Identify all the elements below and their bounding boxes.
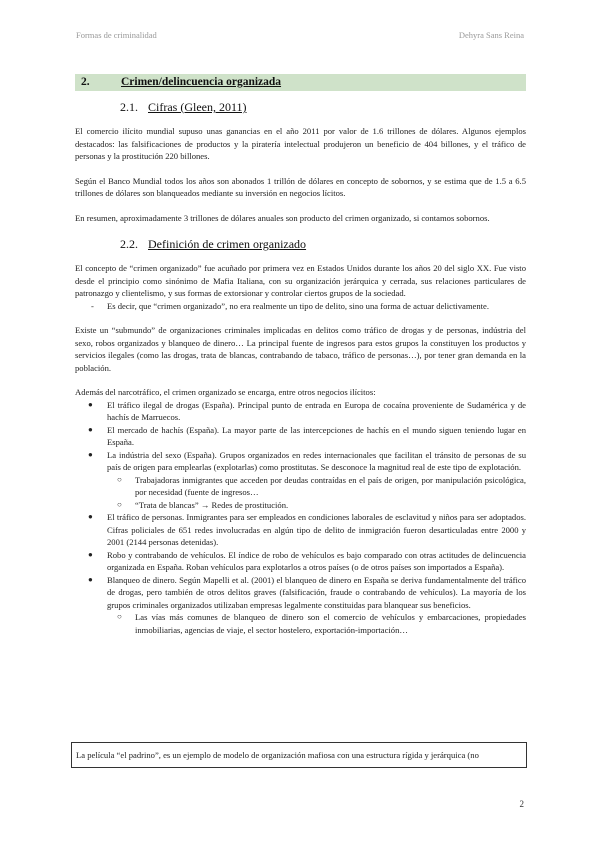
circle-marker: ○ bbox=[117, 612, 122, 621]
list-intro: Además del narcotráfico, el crimen organizado se encarga, entre otros negocios ilícitos: bbox=[75, 387, 376, 397]
paragraph: En resumen, aproximadamente 3 trillones de dólares anuales son producto del crimen organizado, si contamos sobornos. bbox=[75, 212, 490, 223]
bullet-marker: ● bbox=[88, 399, 93, 409]
header-subject: Formas de criminalidad bbox=[76, 30, 157, 40]
page-header bbox=[76, 30, 524, 44]
dash-marker: - bbox=[91, 300, 94, 311]
list-item bbox=[75, 449, 526, 512]
bullet-marker: ● bbox=[88, 512, 93, 521]
document-body bbox=[75, 62, 526, 636]
sub-list-item bbox=[107, 499, 526, 512]
list-item bbox=[75, 549, 526, 574]
dash-list-item bbox=[75, 300, 526, 313]
sub-list-item-text: Las vías más comunes de blanqueo de dinero son el comercio de vehículos y embarcaciones, propiedades inmobiliarias, agencias de viaje, el sector hostelero, exportación-importación… bbox=[135, 612, 526, 635]
paragraph: Existe un “submundo” de organizaciones criminales implicadas en delitos como tráfico de drogas y de personas, indústria del sexo, robos organizados y blanqueo de dinero… La principal fuente de ingresos para estos grupos la constituyen los productos y servicios ilegales (como las drogas, trata de blancas, contrabando de tabaco, tráfico de personas…), por tener gran demanda en la población. bbox=[75, 325, 526, 373]
sub-list-item-text: Trabajadoras inmigrantes que acceden por deudas contraídas en el país de origen, por manipulación psicológica, por necesidad (fuente de ingresos… bbox=[135, 474, 526, 497]
section-number: 2. bbox=[81, 76, 90, 88]
list-item-text: El tráfico de personas. Inmigrantes para ser empleados en condiciones laborales de esclavitud y niños para ser adoptados. Cifras policiales de 651 redes involucradas en algún tipo de delito de inmigración fueron desarticuladas entre 2000 y 2001 (2144 personas detenidas). bbox=[107, 512, 526, 547]
subsection-heading-definicion bbox=[120, 236, 526, 252]
list-item bbox=[75, 574, 526, 637]
circle-marker: ○ bbox=[117, 499, 122, 509]
header-author: Dehyra Sans Reina bbox=[458, 30, 524, 40]
list-item-text: El tráfico ilegal de drogas (España). Principal punto de entrada en Europa de cocaína proveniente de Sudamérica y de hachís de Marruecos. bbox=[107, 399, 526, 422]
sub-list-item-text: “Trata de blancas” → Redes de prostitución. bbox=[135, 499, 289, 510]
subsection-number: 2.1. bbox=[120, 100, 138, 114]
list-item-text: Robo y contrabando de vehículos. El índice de robo de vehículos es bajo comparado con otras actitudes de delincuencia organizada en España. Roban vehículos para explotarlos a otros países (o de otros países son importados a España). bbox=[107, 549, 526, 572]
list-item bbox=[75, 511, 526, 549]
boxed-note: La película “el padrino”, es un ejemplo de modelo de organización mafiosa con una estructura rígida y jerárquica (no bbox=[71, 742, 527, 768]
bullet-marker: ● bbox=[88, 574, 93, 584]
paragraph: El concepto de “crimen organizado” fue acuñado por primera vez en Estados Unidos durante los años 20 del siglo XX. Fue visto desde el principio como sinónimo de Mafia Italiana, con su organización jerárquica y cerrada, sus relaciones particulares de patronazgo y clientelismo, y sus formas de extorsionar y controlar ciertos grupos de la sociedad. bbox=[75, 263, 526, 298]
list-item-text: El mercado de hachís (España). La mayor parte de las intercepciones de hachís en el mundo siguen teniendo lugar en España. bbox=[107, 424, 526, 447]
bullet-marker: ● bbox=[88, 449, 93, 459]
page-number: 2 bbox=[519, 799, 524, 809]
subsection-heading-cifras bbox=[120, 99, 526, 115]
bullet-marker: ● bbox=[88, 424, 93, 434]
list-item bbox=[75, 399, 526, 424]
paragraph: El comercio ilícito mundial supuso unas ganancias en el año 2011 por valor de 1.6 trillones de dólares. Algunos ejemplos destacados: las falsificaciones de productos y la piratería intelectual produjeron un beneficio de 404 billones, y el tráfico de personas y la prostitución 220 billones. bbox=[75, 126, 526, 161]
sub-list bbox=[107, 611, 526, 636]
section-heading bbox=[75, 74, 526, 91]
dash-item-text: Es decir, que “crimen organizado”, no era realmente un tipo de delito, sino una forma de actuar delictivamente. bbox=[107, 300, 490, 311]
section-title: Crimen/delincuencia organizada bbox=[121, 76, 282, 88]
sub-list-item bbox=[107, 474, 526, 499]
paragraph: Según el Banco Mundial todos los años son abonados 1 trillón de dólares en concepto de sobornos, y se estima que de 1.5 a 6.5 trillones de dólares son blanqueados mediante su inversión en negocios lícitos. bbox=[75, 175, 526, 198]
list-item-text: Blanqueo de dinero. Según Mapelli et al. (2001) el blanqueo de dinero en España se deriva fundamentalmente del tráfico de drogas, pero también de otros delitos graves (falsificación, fraude o contrabando de vehículos). La mayoría de los grupos criminales organizados utilizaban empresas legalmente constituidas para blanquear sus beneficios. bbox=[107, 574, 526, 610]
subsection-title: Cifras (Gleen, 2011) bbox=[148, 100, 247, 114]
sub-list bbox=[107, 474, 526, 512]
bullet-marker: ● bbox=[88, 549, 93, 559]
subsection-number: 2.2. bbox=[120, 237, 138, 251]
bullet-list bbox=[75, 399, 526, 637]
list-item-text: La indústria del sexo (España). Grupos organizados en redes internacionales que facilitan el tránsito de personas de su país de origen para emplearlas (explotarlas) como prostitutas. Se desconoce la magnitud real de este tipo de explotación. bbox=[107, 449, 526, 472]
list-item bbox=[75, 424, 526, 449]
sub-list-item bbox=[107, 611, 526, 636]
circle-marker: ○ bbox=[117, 474, 122, 484]
subsection-title: Definición de crimen organizado bbox=[148, 237, 307, 251]
